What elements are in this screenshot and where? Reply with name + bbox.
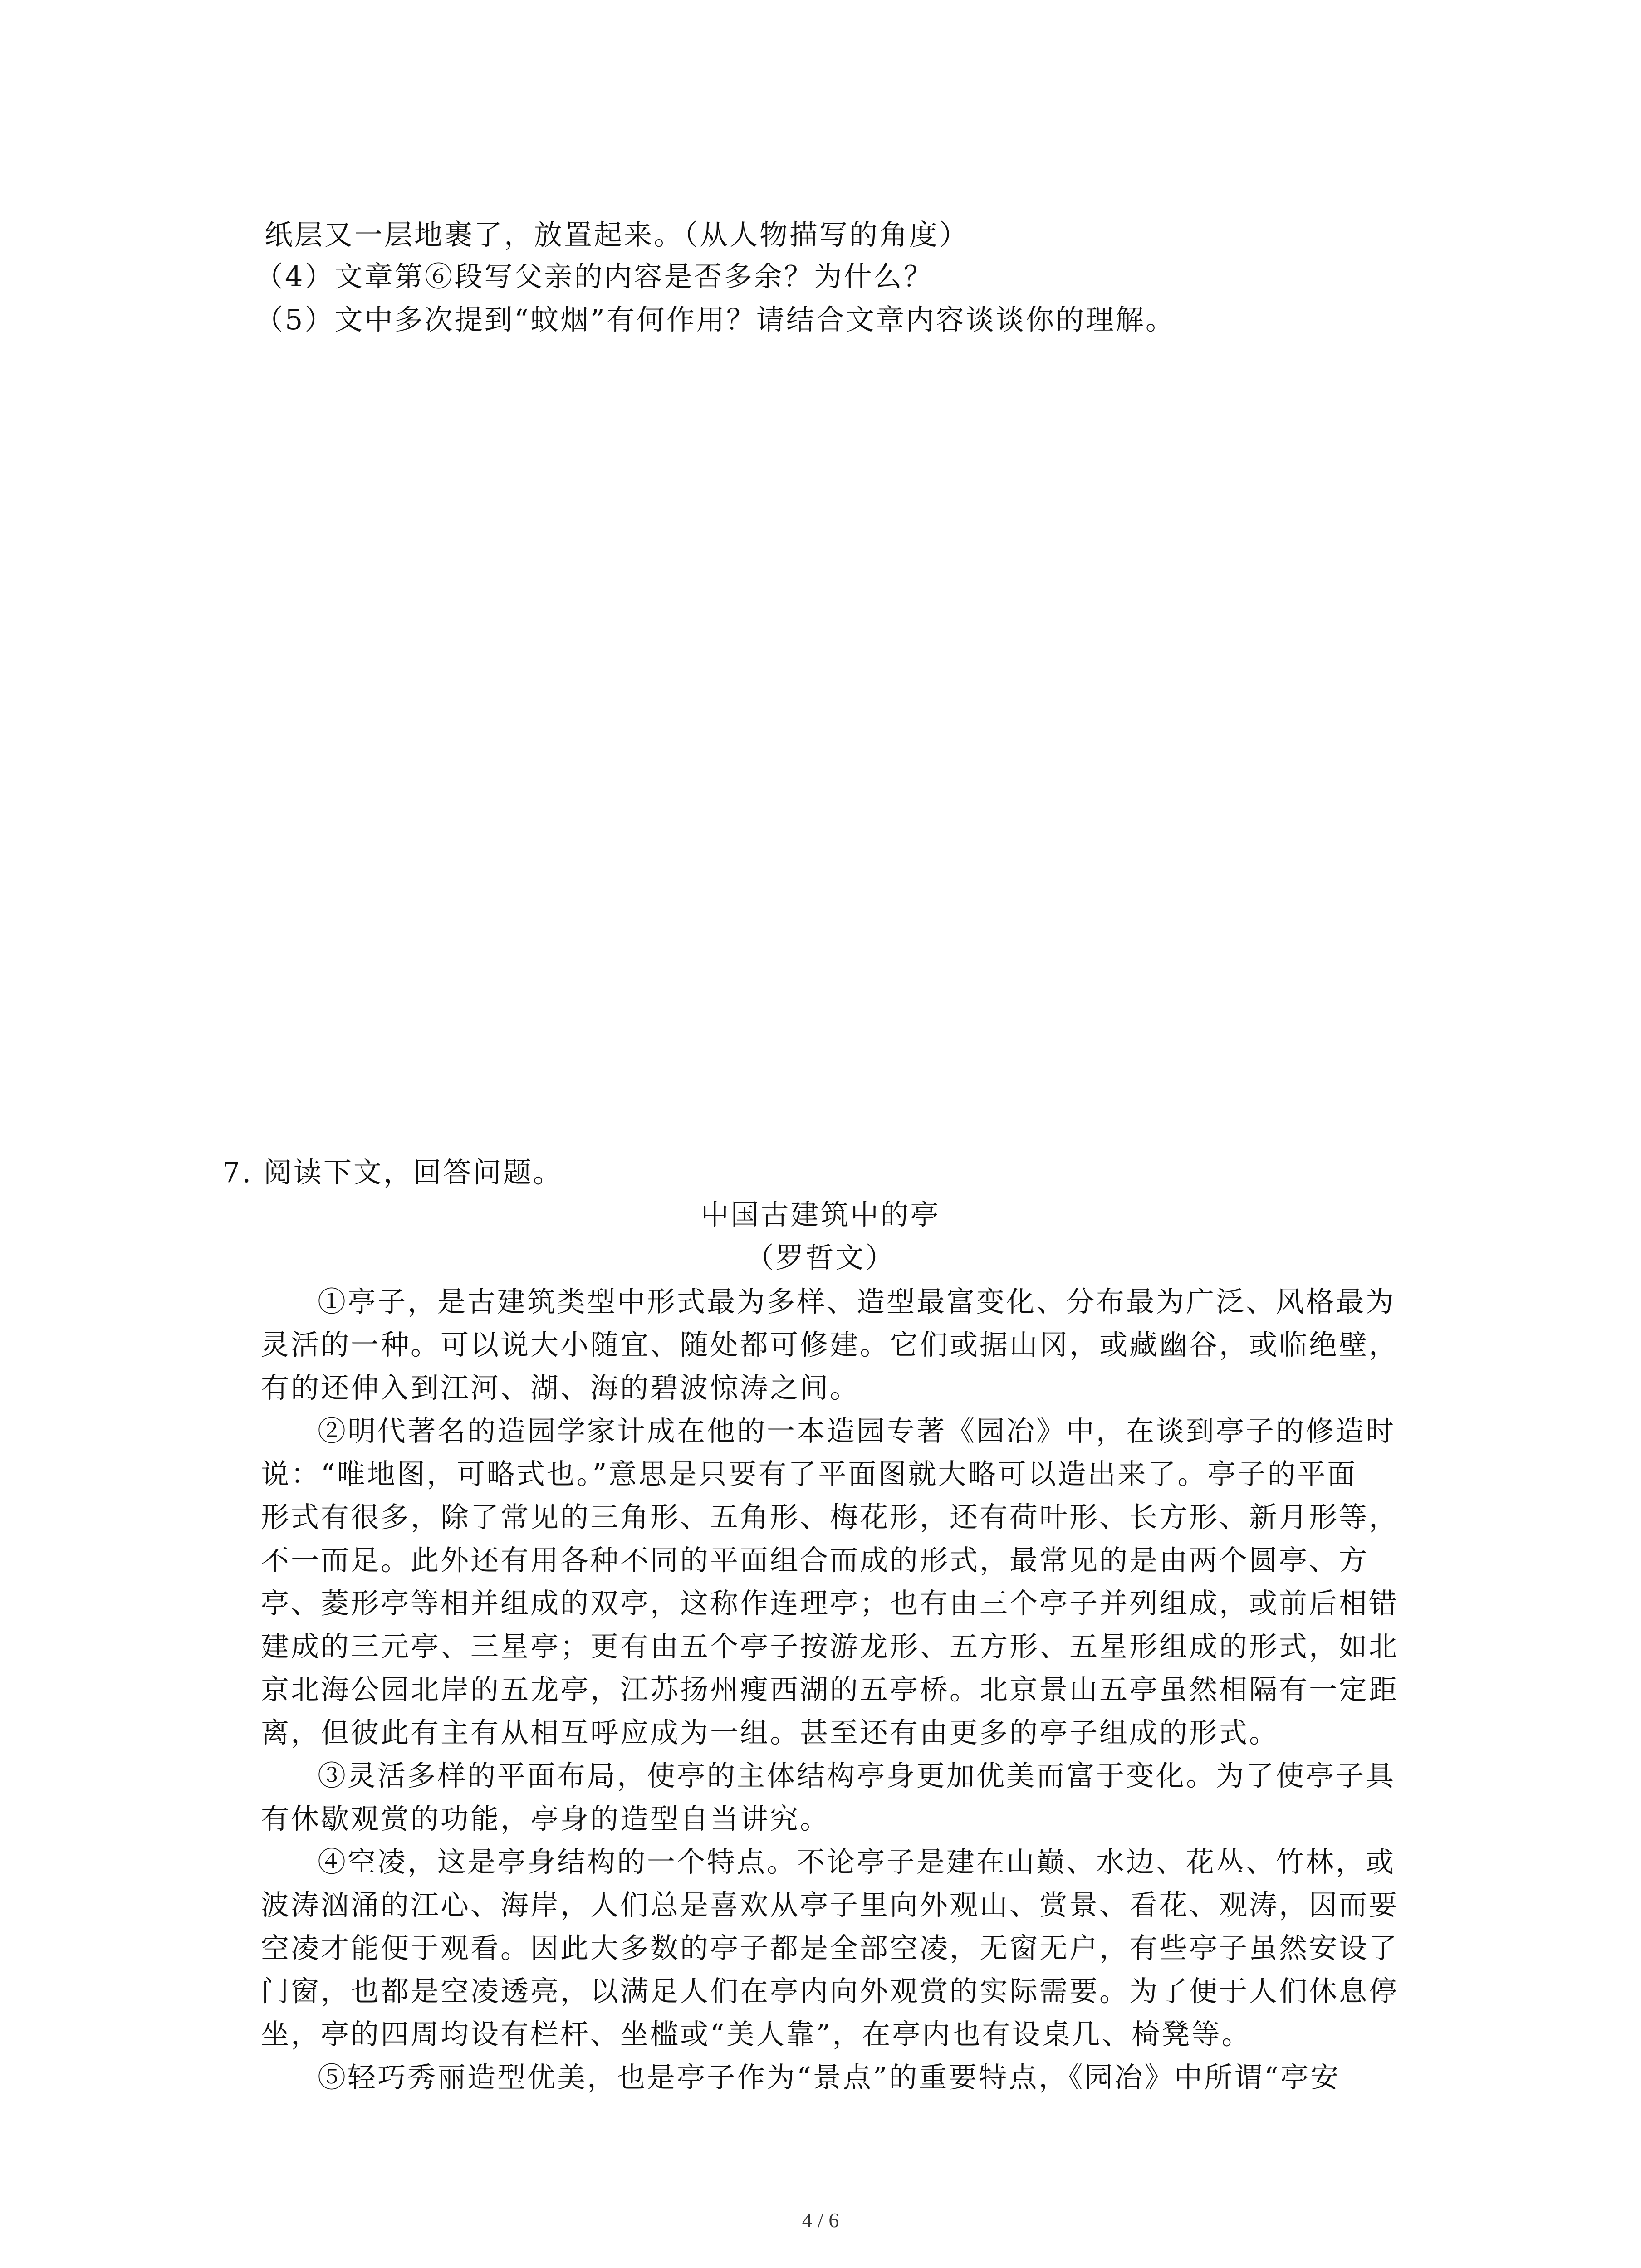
paragraph-line: 有的还伸入到江河、湖、海的碧波惊涛之间。	[261, 1371, 860, 1404]
article-author: （罗哲文）	[745, 1241, 896, 1274]
paragraph-line: 亭、菱形亭等相并组成的双亭，这称作连理亭；也有由三个亭子并列组成，或前后相错	[261, 1587, 1399, 1620]
previous-question-tail: 纸层又一层地裹了，放置起来。（从人物描写的角度）	[265, 218, 970, 251]
paragraph-line: ⑤轻巧秀丽造型优美，也是亭子作为“景点”的重要特点，《园冶》中所谓“亭安	[318, 2061, 1341, 2094]
paragraph-line: 波涛汹涌的江心、海岸，人们总是喜欢从亭子里向外观山、赏景、看花、观涛，因而要	[261, 1888, 1399, 1921]
sub-question-4: （4）文章第⑥段写父亲的内容是否多余？为什么？	[255, 260, 934, 293]
paragraph-line: 离，但彼此有主有从相互呼应成为一组。甚至还有由更多的亭子组成的形式。	[261, 1716, 1279, 1749]
paragraph-line: 有休歇观赏的功能，亭身的造型自当讲究。	[261, 1802, 830, 1835]
sub-question-5: （5）文中多次提到“蚊烟”有何作用？请结合文章内容谈谈你的理解。	[255, 303, 1176, 336]
paragraph-line: 空凌才能便于观看。因此大多数的亭子都是全部空凌，无窗无户，有些亭子虽然安设了	[261, 1931, 1399, 1965]
paragraph-line: 京北海公园北岸的五龙亭，江苏扬州瘦西湖的五亭桥。北京景山五亭虽然相隔有一定距	[261, 1673, 1399, 1706]
paragraph-line: 门窗，也都是空凌透亮，以满足人们在亭内向外观赏的实际需要。为了便于人们休息停	[261, 1975, 1399, 2008]
question-7-prompt: 7. 阅读下文，回答问题。	[222, 1156, 563, 1189]
page-number: 4 / 6	[802, 2209, 839, 2232]
paragraph-line: 形式有很多，除了常见的三角形、五角形、梅花形，还有荷叶形、长方形、新月形等，	[261, 1501, 1399, 1534]
paragraph-line: 建成的三元亭、三星亭；更有由五个亭子按游龙形、五方形、五星形组成的形式，如北	[261, 1630, 1399, 1663]
paragraph-line: 灵活的一种。可以说大小随宜、随处都可修建。它们或据山冈，或藏幽谷，或临绝壁，	[261, 1328, 1399, 1361]
paragraph-line: ①亭子，是古建筑类型中形式最为多样、造型最富变化、分布最为广泛、风格最为	[318, 1285, 1396, 1318]
paragraph-line: 说：“唯地图，可略式也。”意思是只要有了平面图就大略可以造出来了。亭子的平面	[261, 1457, 1357, 1491]
paragraph-line: 坐，亭的四周均设有栏杆、坐槛或“美人靠”，在亭内也有设桌几、椅凳等。	[261, 2018, 1252, 2051]
paragraph-line: ②明代著名的造园学家计成在他的一本造园专著《园冶》中，在谈到亭子的修造时	[318, 1414, 1396, 1447]
paragraph-line: 不一而足。此外还有用各种不同的平面组合而成的形式，最常见的是由两个圆亭、方	[261, 1544, 1369, 1577]
paragraph-line: ④空凌，这是亭身结构的一个特点。不论亭子是建在山巅、水边、花丛、竹林，或	[318, 1845, 1396, 1878]
paragraph-line: ③灵活多样的平面布局，使亭的主体结构亭身更加优美而富于变化。为了使亭子具	[318, 1759, 1396, 1792]
article-title: 中国古建筑中的亭	[700, 1198, 941, 1231]
